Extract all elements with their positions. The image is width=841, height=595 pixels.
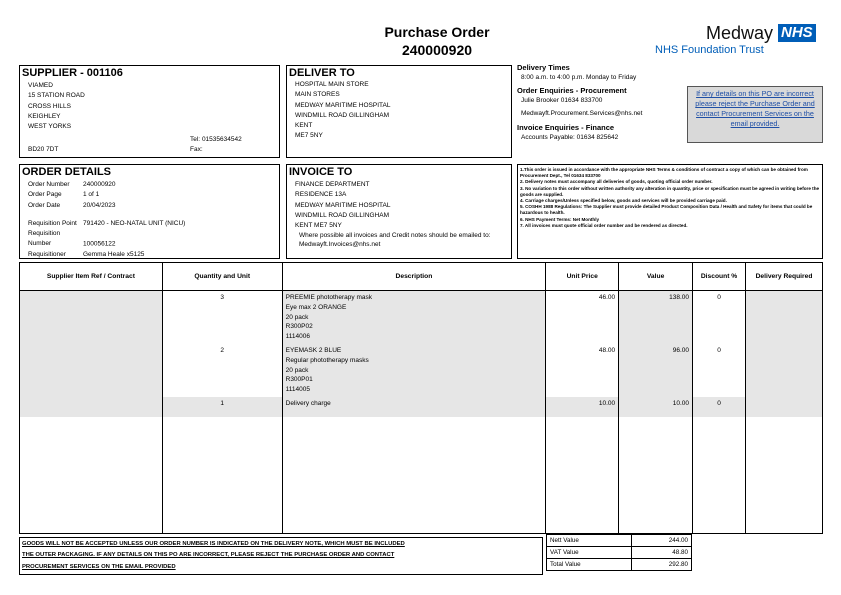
brand-name: Medway bbox=[706, 23, 774, 43]
cell-price: 48.00 bbox=[546, 344, 619, 397]
address-line: CROSS HILLS bbox=[28, 102, 71, 110]
terms-box bbox=[517, 164, 823, 259]
address-line: VIAMED bbox=[28, 82, 53, 89]
desc-line: R300P01 bbox=[285, 376, 313, 384]
address-line: MEDWAY MARITIME HOSPITAL bbox=[295, 201, 391, 209]
order-details-row bbox=[28, 229, 279, 250]
cell-delivery bbox=[746, 291, 823, 344]
deliver-to-heading: DELIVER TO bbox=[289, 67, 355, 79]
order-enquiries-contact: Julie Brooker 01634 833700 bbox=[521, 97, 603, 105]
cell-desc bbox=[282, 397, 546, 417]
order-enquiries-email[interactable]: Medwayft.Procurement.Services@nhs.net bbox=[521, 109, 643, 117]
cell-discount: 0 bbox=[693, 291, 746, 344]
tel-value: 01535634542 bbox=[201, 136, 242, 143]
desc-line: Regular phototherapy masks bbox=[285, 356, 369, 364]
desc-line: EYEMASK 2 BLUE bbox=[285, 346, 342, 354]
invoice-to-heading: INVOICE TO bbox=[289, 166, 353, 178]
totals-row bbox=[547, 535, 692, 547]
address-line: WINDMILL ROAD GILLINGHAM bbox=[295, 211, 390, 219]
address-line: FINANCE DEPARTMENT bbox=[295, 181, 370, 188]
cell-qty: 3 bbox=[162, 291, 282, 344]
desc-line: 20 pack bbox=[285, 366, 309, 374]
cell-qty: 2 bbox=[162, 344, 282, 397]
order-details-row bbox=[28, 201, 279, 211]
col-header: Description bbox=[282, 263, 546, 291]
term-item: 3. No variation to this order without written authority any alteration in quantity, price or specification must be agreed in writing before the goods are supplied. bbox=[520, 185, 820, 197]
order-details-row bbox=[28, 180, 279, 190]
cell-qty: 1 bbox=[162, 397, 282, 417]
totals-table bbox=[546, 534, 692, 571]
term-item: 7. All invoices must quote official order number and be rendered as directed. bbox=[520, 222, 688, 228]
supplier-box bbox=[19, 65, 280, 158]
address-line: HOSPITAL MAIN STORE bbox=[295, 81, 369, 88]
col-header: Value bbox=[619, 263, 693, 291]
cell-desc bbox=[282, 344, 546, 397]
row-value: 240000920 bbox=[83, 181, 116, 188]
deliver-to-address bbox=[295, 80, 511, 142]
total-value: 48.80 bbox=[632, 547, 692, 559]
cell-discount: 0 bbox=[693, 344, 746, 397]
supplier-address bbox=[28, 81, 279, 132]
row-value: Gemma Heale x5125 bbox=[83, 250, 145, 258]
cell-discount: 0 bbox=[693, 397, 746, 417]
supplier-postcode: BD20 7DT bbox=[28, 146, 59, 153]
cell-ref bbox=[20, 397, 163, 417]
term-item: 5. COSHH 1988 Regulations: The Supplier must provide detailed Product Composition Data / Health and Safety for items that could be hazardous to health. bbox=[520, 204, 813, 216]
row-value: 100056122 bbox=[83, 240, 116, 248]
table-filler-row bbox=[20, 417, 823, 534]
invoice-enquiries-title: Invoice Enquiries - Finance bbox=[517, 122, 615, 132]
supplier-fax: Fax: bbox=[190, 146, 203, 153]
address-line: KENT ME7 5NY bbox=[295, 222, 342, 230]
row-label: Requisitioner bbox=[28, 250, 66, 258]
invoice-to-box bbox=[286, 164, 512, 259]
nhs-logo: NHS bbox=[778, 24, 816, 42]
address-line: RESIDENCE 13A bbox=[295, 191, 347, 199]
supplier-tel bbox=[190, 135, 242, 145]
col-header: Quantity and Unit bbox=[162, 263, 282, 291]
address-line: ME7 5NY bbox=[295, 132, 323, 140]
col-header: Unit Price bbox=[546, 263, 619, 291]
cell-delivery bbox=[746, 344, 823, 397]
order-details-row bbox=[28, 219, 279, 229]
spacer bbox=[28, 211, 279, 219]
warning-line: THE OUTER PACKAGING. IF ANY DETAILS ON THIS PO ARE INCORRECT, PLEASE REJECT THE PURCHASE ORDER AND CONTACT bbox=[22, 552, 395, 559]
cell-value: 10.00 bbox=[619, 397, 693, 417]
invoice-enquiries-text: Accounts Payable: 01634 825642 bbox=[521, 133, 619, 141]
term-item: 4. Carriage charges/Unless specified below, goods and services will be provided carriage paid. bbox=[520, 198, 727, 204]
row-label: Requisition Number bbox=[28, 230, 61, 248]
row-label: Order Date bbox=[28, 201, 61, 209]
address-line: 15 STATION ROAD bbox=[28, 92, 85, 100]
row-label: Order Number bbox=[28, 181, 70, 188]
total-label: Nett Value bbox=[547, 535, 632, 547]
term-item: 2. Delivery notes must accompany all deliveries of goods, quoting official order number. bbox=[520, 179, 713, 185]
row-value: 1 of 1 bbox=[83, 191, 100, 199]
table-row bbox=[20, 397, 823, 417]
tel-label: Tel: bbox=[190, 136, 201, 143]
supplier-heading: SUPPLIER - 001106 bbox=[22, 67, 123, 79]
warning-line: GOODS WILL NOT BE ACCEPTED UNLESS OUR ORDER NUMBER IS INDICATED ON THE DELIVERY NOTE, WHICH MUST BE INCLUDED bbox=[22, 541, 405, 547]
term-item: 6. NHS Payment Terms: Net Monthly bbox=[520, 216, 600, 222]
total-value: 292.80 bbox=[632, 559, 692, 571]
order-details-row bbox=[28, 250, 279, 260]
cell-value: 96.00 bbox=[619, 344, 693, 397]
delivery-warning bbox=[19, 537, 543, 575]
address-line: MEDWAY MARITIME HOSPITAL bbox=[295, 101, 391, 109]
order-details-list bbox=[28, 180, 279, 260]
items-table bbox=[19, 262, 823, 534]
totals-row bbox=[547, 547, 692, 559]
cell-price: 46.00 bbox=[546, 291, 619, 344]
warning-line: PROCUREMENT SERVICES ON THE EMAIL PROVIDED bbox=[22, 563, 176, 570]
desc-line: 1114005 bbox=[285, 386, 310, 394]
term-item: 1.This order is issued in accordance with the appropriate NHS Terms & conditions of contract a copy of which can be obtained from Procurement Dept., Tel 01634 833700 bbox=[520, 167, 808, 179]
col-header: Discount % bbox=[693, 263, 746, 291]
delivery-times-title: Delivery Times bbox=[517, 63, 570, 72]
order-details-heading: ORDER DETAILS bbox=[22, 166, 112, 178]
col-header: Delivery Required bbox=[746, 263, 823, 291]
row-label: Requisition Point bbox=[28, 219, 77, 227]
cell-desc bbox=[282, 291, 546, 344]
deliver-to-box bbox=[286, 65, 512, 158]
table-row bbox=[20, 291, 823, 344]
total-label: VAT Value bbox=[547, 547, 632, 559]
cell-delivery bbox=[746, 397, 823, 417]
address-line: WINDMILL ROAD GILLINGHAM bbox=[295, 111, 390, 119]
order-details-box bbox=[19, 164, 280, 259]
cell-value: 138.00 bbox=[619, 291, 693, 344]
total-label: Total Value bbox=[547, 559, 632, 571]
cell-ref bbox=[20, 291, 163, 344]
page-title: Purchase Order bbox=[384, 24, 490, 40]
desc-line: 20 pack bbox=[285, 313, 309, 321]
address-line: KEIGHLEY bbox=[28, 112, 61, 120]
totals-row bbox=[547, 559, 692, 571]
contacts-panel bbox=[517, 63, 687, 143]
desc-line: PREEMIE phototherapy mask bbox=[285, 294, 372, 301]
row-label: Order Page bbox=[28, 191, 62, 199]
order-enquiries-title: Order Enquiries - Procurement bbox=[517, 86, 627, 96]
row-value: 791420 - NEO-NATAL UNIT (NICU) bbox=[83, 219, 186, 227]
order-details-row bbox=[28, 190, 279, 200]
table-row bbox=[20, 344, 823, 397]
col-header: Supplier Item Ref / Contract bbox=[20, 263, 163, 291]
desc-line: Eye max 2 ORANGE bbox=[285, 303, 347, 311]
address-line: KENT bbox=[295, 122, 313, 130]
cell-ref bbox=[20, 344, 163, 397]
row-value: 20/04/2023 bbox=[83, 201, 116, 209]
invoice-to-address bbox=[295, 180, 511, 231]
table-header-row bbox=[20, 263, 823, 291]
address-line: MAIN STORES bbox=[295, 91, 340, 99]
delivery-times-text: 8:00 a.m. to 4:00 p.m. Monday to Friday bbox=[521, 74, 637, 81]
address-line: WEST YORKS bbox=[28, 123, 72, 131]
cell-price: 10.00 bbox=[546, 397, 619, 417]
trust-name: NHS Foundation Trust bbox=[655, 44, 764, 56]
reject-notice[interactable]: If any details on this PO are incorrect please reject the Purchase Order and contact Procurement Services on the email provided. bbox=[687, 86, 823, 143]
invoice-email-note: Where possible all invoices and Credit notes should be emailed to: Medwayft.Invoices@nhs.net bbox=[299, 232, 491, 249]
po-number: 240000920 bbox=[401, 42, 473, 58]
total-value: 244.00 bbox=[632, 535, 692, 547]
desc-line: 1114006 bbox=[285, 333, 310, 341]
desc-line: Delivery charge bbox=[285, 399, 331, 407]
desc-line: R300P02 bbox=[285, 323, 313, 331]
